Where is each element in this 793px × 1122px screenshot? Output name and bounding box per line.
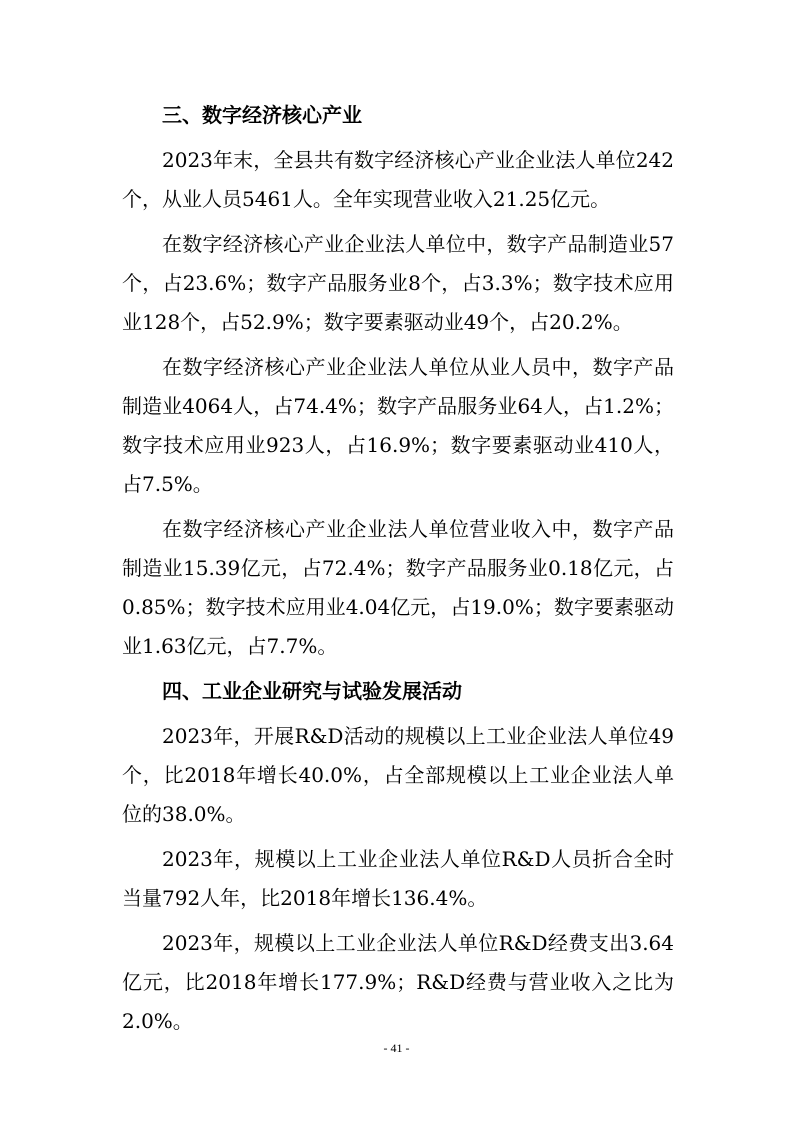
paragraph: 2023年，规模以上工业企业法人单位R&D人员折合全时当量792人年，比2018年增长136.4%。: [122, 847, 674, 910]
paragraph: 在数字经济核心产业企业法人单位营业收入中，数字产品制造业15.39亿元，占72.4%；数字产品服务业0.18亿元，占0.85%；数字技术应用业4.04亿元，占19.0%；数字要素驱动业1.63亿元，占7.7%。: [122, 517, 674, 658]
page-content: [122, 96, 674, 1041]
paragraph: 2023年末，全县共有数字经济核心产业企业法人单位242个，从业人员5461人。全年实现营业收入21.25亿元。: [122, 148, 674, 211]
page-number: - 41 -: [383, 1041, 410, 1055]
section-heading: 三、数字经济核心产业: [162, 103, 362, 127]
paragraph: 在数字经济核心产业企业法人单位中，数字产品制造业57个，占23.6%；数字产品服务业8个，占3.3%；数字技术应用业128个，占52.9%；数字要素驱动业49个，占20.2%。: [122, 232, 674, 334]
section-heading: 四、工业企业研究与试验发展活动: [162, 679, 462, 703]
paragraph: 2023年，开展R&D活动的规模以上工业企业法人单位49个，比2018年增长40.0%，占全部规模以上工业企业法人单位的38.0%。: [122, 724, 674, 826]
section-digital-economy: [122, 96, 674, 666]
section-rd-activity: [122, 672, 674, 1041]
paragraph: 在数字经济核心产业企业法人单位从业人员中，数字产品制造业4064人，占74.4%；数字产品服务业64人，占1.2%；数字技术应用业923人，占16.9%；数字要素驱动业410人，占7.5%。: [122, 355, 674, 496]
paragraph: 2023年，规模以上工业企业法人单位R&D经费支出3.64亿元，比2018年增长177.9%；R&D经费与营业收入之比为2.0%。: [122, 931, 674, 1033]
